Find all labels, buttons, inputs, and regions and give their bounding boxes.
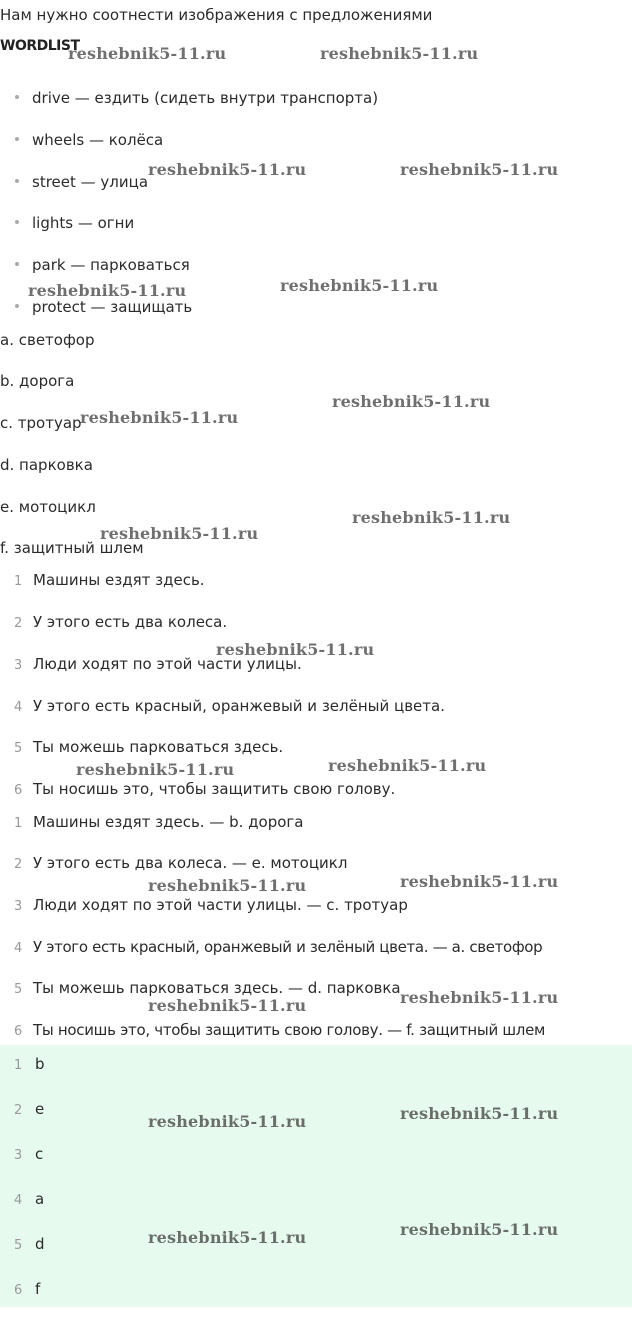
match-item: 4 У этого есть красный, оранжевый и зелёный цвета. — a. светофор xyxy=(14,938,543,956)
wordlist-item: protect — защищать xyxy=(15,298,192,316)
watermark: reshebnik5-11.ru xyxy=(216,640,375,659)
answer-item: 3 c xyxy=(14,1145,44,1163)
bullet-dot-icon xyxy=(15,304,19,308)
watermark: reshebnik5-11.ru xyxy=(280,276,439,295)
answer-item: 6 f xyxy=(14,1280,41,1298)
match-item: 6 Ты носишь это, чтобы защитить свою голову. — f. защитный шлем xyxy=(14,1021,546,1039)
wordlist-item: lights — огни xyxy=(15,214,134,232)
answer-item: 1 b xyxy=(14,1055,45,1073)
sentence-item: 1 Машины ездят здесь. xyxy=(14,571,205,589)
watermark: reshebnik5-11.ru xyxy=(28,281,187,300)
bullet-dot-icon xyxy=(15,262,19,266)
watermark: reshebnik5-11.ru xyxy=(148,1228,307,1247)
picture-label: e. мотоцикл xyxy=(0,498,96,516)
watermark: reshebnik5-11.ru xyxy=(68,44,227,63)
match-item: 2 У этого есть два колеса. — e. мотоцикл xyxy=(14,854,348,872)
match-item: 3 Люди ходят по этой части улицы. — c. тротуар xyxy=(14,896,408,914)
match-item: 5 Ты можешь парковаться здесь. — d. парковка xyxy=(14,979,401,997)
watermark: reshebnik5-11.ru xyxy=(148,1112,307,1131)
watermark: reshebnik5-11.ru xyxy=(100,524,259,543)
watermark: reshebnik5-11.ru xyxy=(400,872,559,891)
watermark: reshebnik5-11.ru xyxy=(148,996,307,1015)
sentence-item: 3 Люди ходят по этой части улицы. xyxy=(14,655,302,673)
bullet-dot-icon xyxy=(15,179,19,183)
bullet-dot-icon xyxy=(15,220,19,224)
wordlist-item: street — улица xyxy=(15,173,148,191)
sentence-item: 4 У этого есть красный, оранжевый и зелёный цвета. xyxy=(14,697,445,715)
wordlist-item: park — парковаться xyxy=(15,256,190,274)
wordlist-item: drive — ездить (сидеть внутри транспорта) xyxy=(15,89,378,107)
sentence-item: 5 Ты можешь парковаться здесь. xyxy=(14,738,284,756)
watermark: reshebnik5-11.ru xyxy=(148,876,307,895)
watermark: reshebnik5-11.ru xyxy=(328,756,487,775)
watermark: reshebnik5-11.ru xyxy=(148,160,307,179)
picture-label: c. тротуар xyxy=(0,414,82,432)
match-item: 1 Машины ездят здесь. — b. дорога xyxy=(14,813,304,831)
picture-label: b. дорога xyxy=(0,372,75,390)
watermark: reshebnik5-11.ru xyxy=(80,408,239,427)
answer-item: 4 a xyxy=(14,1190,45,1208)
watermark: reshebnik5-11.ru xyxy=(400,1220,559,1239)
watermark: reshebnik5-11.ru xyxy=(320,44,479,63)
sentence-item: 6 Ты носишь это, чтобы защитить свою голову. xyxy=(14,780,396,798)
watermark: reshebnik5-11.ru xyxy=(400,160,559,179)
answer-item: 2 e xyxy=(14,1100,45,1118)
bullet-dot-icon xyxy=(15,137,19,141)
watermark: reshebnik5-11.ru xyxy=(76,760,235,779)
watermark: reshebnik5-11.ru xyxy=(352,508,511,527)
intro-text: Нам нужно соотнести изображения с предложениями xyxy=(0,6,433,24)
wordlist-title: WORDLIST xyxy=(0,38,80,54)
picture-label: d. парковка xyxy=(0,456,93,474)
answer-item: 5 d xyxy=(14,1235,45,1253)
watermark: reshebnik5-11.ru xyxy=(400,1104,559,1123)
bullet-dot-icon xyxy=(15,95,19,99)
picture-label: f. защитный шлем xyxy=(0,539,144,557)
watermark: reshebnik5-11.ru xyxy=(400,988,559,1007)
watermark: reshebnik5-11.ru xyxy=(332,392,491,411)
wordlist-item: wheels — колёса xyxy=(15,131,163,149)
picture-label: a. светофор xyxy=(0,331,95,349)
sentence-item: 2 У этого есть два колеса. xyxy=(14,613,228,631)
answer-block xyxy=(0,1045,632,1307)
